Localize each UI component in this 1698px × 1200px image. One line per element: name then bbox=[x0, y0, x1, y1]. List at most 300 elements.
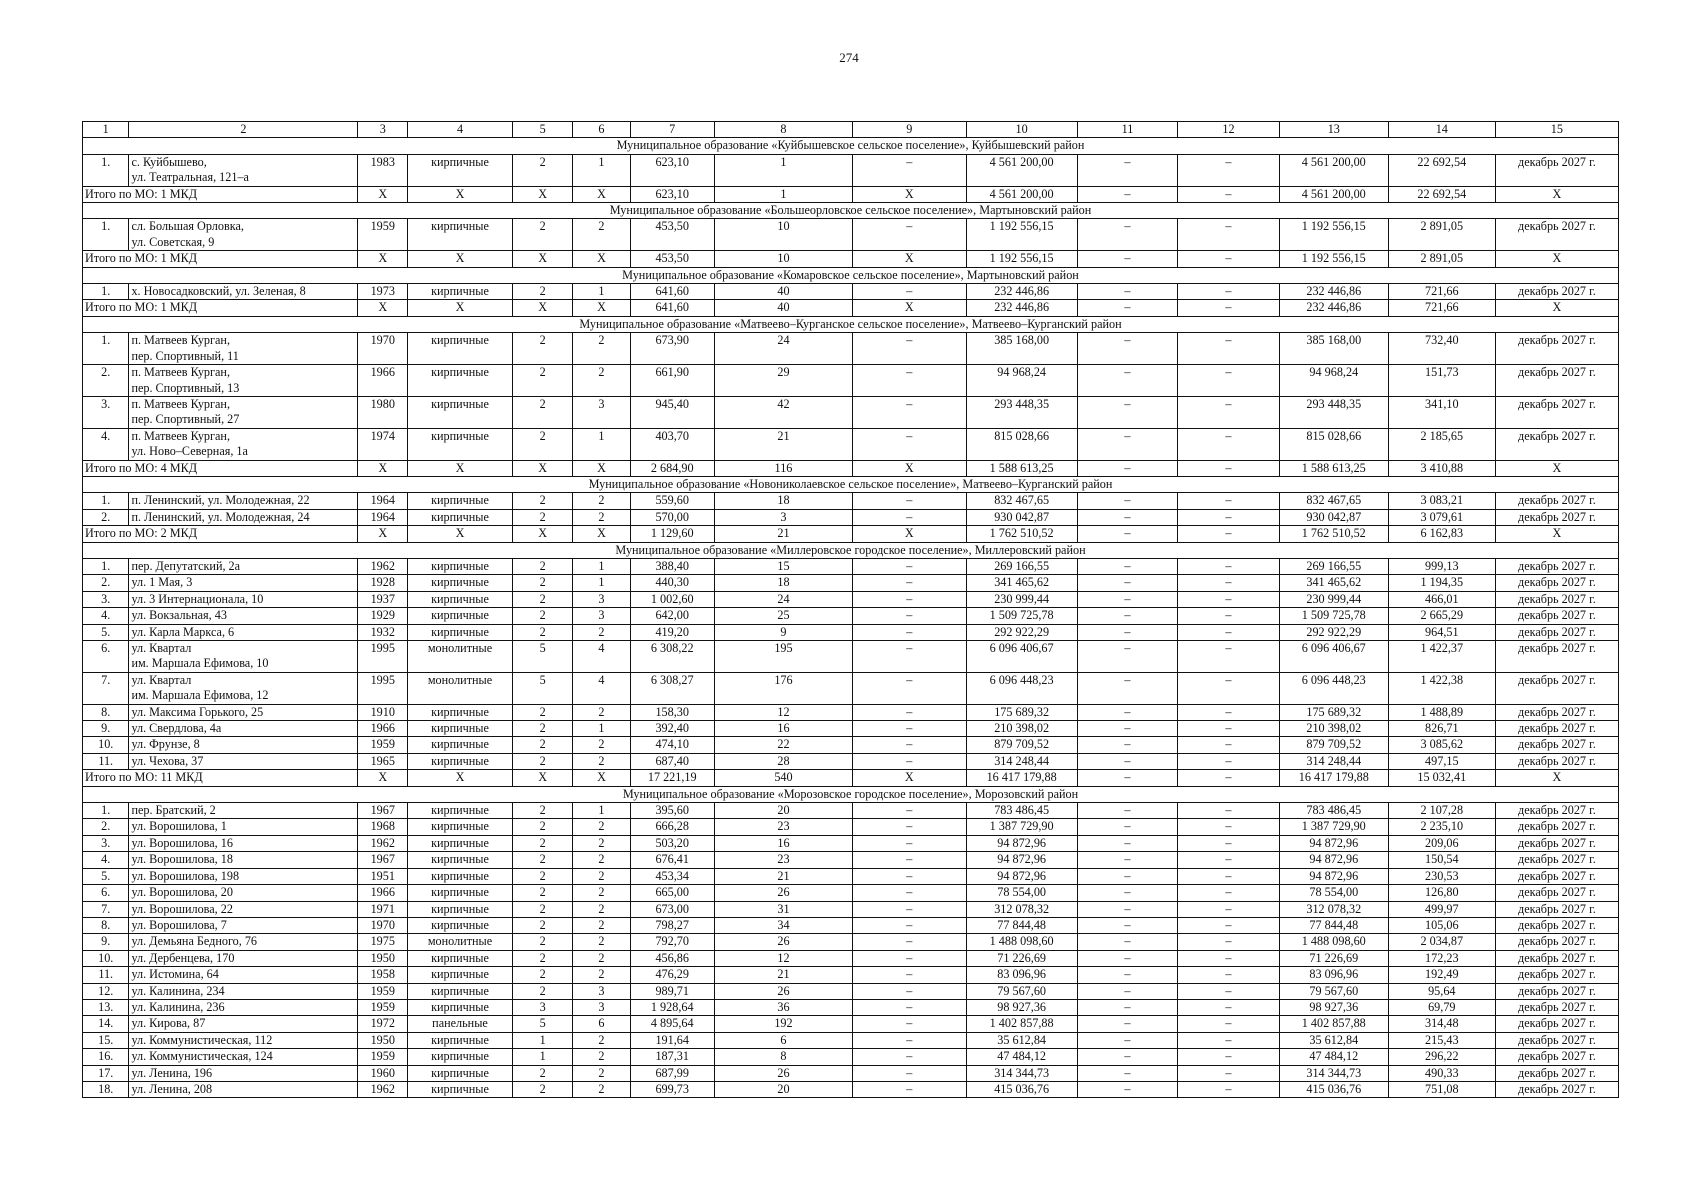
total-row bbox=[83, 770, 1619, 786]
table-cell: – bbox=[1077, 284, 1177, 300]
total-cell: X bbox=[408, 460, 513, 476]
table-cell: декабрь 2027 г. bbox=[1495, 493, 1618, 509]
table-cell: 2 bbox=[573, 1032, 630, 1048]
table-cell: кирпичные bbox=[408, 428, 513, 460]
table-cell: 232 446,86 bbox=[1279, 284, 1388, 300]
table-cell: 2 bbox=[573, 753, 630, 769]
table-cell: 230,53 bbox=[1388, 868, 1495, 884]
address-cell: ул. Вокзальная, 43 bbox=[129, 608, 358, 624]
table-cell: 292 922,29 bbox=[1279, 624, 1388, 640]
table-cell: кирпичные bbox=[408, 575, 513, 591]
table-cell: 832 467,65 bbox=[1279, 493, 1388, 509]
table-row bbox=[83, 284, 1619, 300]
table-cell: 7. bbox=[83, 901, 129, 917]
column-header: 12 bbox=[1178, 122, 1280, 138]
table-body bbox=[83, 122, 1619, 1098]
table-cell: 2 bbox=[512, 704, 572, 720]
table-cell: декабрь 2027 г. bbox=[1495, 672, 1618, 704]
table-cell: 292 922,29 bbox=[966, 624, 1077, 640]
table-cell: – bbox=[853, 983, 966, 999]
table-cell: 2 bbox=[573, 819, 630, 835]
table-cell: 172,23 bbox=[1388, 950, 1495, 966]
address-cell: сл. Большая Орловка, ул. Советская, 9 bbox=[129, 219, 358, 251]
table-cell: 1962 bbox=[358, 1081, 408, 1097]
total-cell: 1 bbox=[714, 186, 852, 202]
table-row bbox=[83, 219, 1619, 251]
table-cell: 10. bbox=[83, 950, 129, 966]
table-cell: – bbox=[1178, 509, 1280, 525]
table-cell: декабрь 2027 г. bbox=[1495, 154, 1618, 186]
table-cell: декабрь 2027 г. bbox=[1495, 901, 1618, 917]
table-row bbox=[83, 901, 1619, 917]
total-cell: – bbox=[1178, 526, 1280, 542]
table-cell: 1965 bbox=[358, 753, 408, 769]
table-cell: декабрь 2027 г. bbox=[1495, 558, 1618, 574]
table-cell: декабрь 2027 г. bbox=[1495, 365, 1618, 397]
table-cell: кирпичные bbox=[408, 284, 513, 300]
table-cell: 1973 bbox=[358, 284, 408, 300]
table-cell: 94 872,96 bbox=[1279, 852, 1388, 868]
table-cell: 699,73 bbox=[630, 1081, 714, 1097]
table-cell: 6. bbox=[83, 885, 129, 901]
table-cell: 1950 bbox=[358, 950, 408, 966]
total-cell: 721,66 bbox=[1388, 300, 1495, 316]
table-cell: – bbox=[853, 901, 966, 917]
table-cell: 1970 bbox=[358, 333, 408, 365]
column-header: 15 bbox=[1495, 122, 1618, 138]
table-cell: – bbox=[853, 999, 966, 1015]
table-cell: 440,30 bbox=[630, 575, 714, 591]
table-cell: 9. bbox=[83, 934, 129, 950]
table-cell: 2 bbox=[573, 219, 630, 251]
address-cell: ул. Фрунзе, 8 bbox=[129, 737, 358, 753]
total-cell: X bbox=[1495, 770, 1618, 786]
total-cell: X bbox=[1495, 526, 1618, 542]
table-cell: – bbox=[853, 558, 966, 574]
total-cell: 1 762 510,52 bbox=[966, 526, 1077, 542]
table-cell: 26 bbox=[714, 885, 852, 901]
table-cell: 9 bbox=[714, 624, 852, 640]
address-cell: ул. Квартал им. Маршала Ефимова, 10 bbox=[129, 641, 358, 673]
table-cell: 1 509 725,78 bbox=[966, 608, 1077, 624]
table-cell: – bbox=[853, 1081, 966, 1097]
table-cell: 2 bbox=[512, 737, 572, 753]
section-row bbox=[83, 786, 1619, 802]
table-cell: – bbox=[1077, 608, 1177, 624]
table-cell: 341 465,62 bbox=[1279, 575, 1388, 591]
table-cell: 34 bbox=[714, 917, 852, 933]
address-cell: с. Куйбышево, ул. Театральная, 121–а bbox=[129, 154, 358, 186]
table-cell: кирпичные bbox=[408, 1049, 513, 1065]
total-row bbox=[83, 186, 1619, 202]
table-cell: 35 612,84 bbox=[966, 1032, 1077, 1048]
table-cell: кирпичные bbox=[408, 852, 513, 868]
table-cell: – bbox=[1077, 558, 1177, 574]
table-row bbox=[83, 917, 1619, 933]
table-cell: 21 bbox=[714, 967, 852, 983]
table-cell: 77 844,48 bbox=[1279, 917, 1388, 933]
table-cell: 1. bbox=[83, 284, 129, 300]
table-cell: 415 036,76 bbox=[1279, 1081, 1388, 1097]
table-cell: 158,30 bbox=[630, 704, 714, 720]
total-cell: 17 221,19 bbox=[630, 770, 714, 786]
table-cell: 1 bbox=[714, 154, 852, 186]
table-cell: 687,99 bbox=[630, 1065, 714, 1081]
table-cell: 1932 bbox=[358, 624, 408, 640]
table-cell: 2 bbox=[573, 852, 630, 868]
total-cell: 15 032,41 bbox=[1388, 770, 1495, 786]
table-cell: – bbox=[1178, 704, 1280, 720]
table-cell: – bbox=[853, 365, 966, 397]
table-cell: декабрь 2027 г. bbox=[1495, 624, 1618, 640]
table-cell: декабрь 2027 г. bbox=[1495, 575, 1618, 591]
table-cell: декабрь 2027 г. bbox=[1495, 721, 1618, 737]
total-cell: 453,50 bbox=[630, 251, 714, 267]
table-cell: 69,79 bbox=[1388, 999, 1495, 1015]
table-cell: – bbox=[1178, 641, 1280, 673]
total-cell: 10 bbox=[714, 251, 852, 267]
total-cell: 6 162,83 bbox=[1388, 526, 1495, 542]
table-row bbox=[83, 753, 1619, 769]
table-cell: – bbox=[853, 509, 966, 525]
table-cell: 2 bbox=[573, 1049, 630, 1065]
total-cell: 232 446,86 bbox=[1279, 300, 1388, 316]
table-cell: 2. bbox=[83, 509, 129, 525]
table-cell: 12. bbox=[83, 983, 129, 999]
table-cell: 2 bbox=[512, 967, 572, 983]
table-cell: 314,48 bbox=[1388, 1016, 1495, 1032]
table-cell: 1974 bbox=[358, 428, 408, 460]
address-cell: пер. Братский, 2 bbox=[129, 803, 358, 819]
table-cell: – bbox=[1178, 967, 1280, 983]
table-cell: 15. bbox=[83, 1032, 129, 1048]
address-cell: ул. Кирова, 87 bbox=[129, 1016, 358, 1032]
column-header: 3 bbox=[358, 122, 408, 138]
table-cell: 6 096 406,67 bbox=[1279, 641, 1388, 673]
table-cell: – bbox=[1178, 284, 1280, 300]
table-cell: кирпичные bbox=[408, 1032, 513, 1048]
table-cell: 1960 bbox=[358, 1065, 408, 1081]
table-cell: 215,43 bbox=[1388, 1032, 1495, 1048]
total-cell: X bbox=[1495, 300, 1618, 316]
table-cell: 1. bbox=[83, 154, 129, 186]
table-cell: 989,71 bbox=[630, 983, 714, 999]
column-header: 11 bbox=[1077, 122, 1177, 138]
table-cell: 2 bbox=[512, 284, 572, 300]
table-row bbox=[83, 1016, 1619, 1032]
table-cell: 3 bbox=[573, 983, 630, 999]
total-cell: 21 bbox=[714, 526, 852, 542]
total-cell: 540 bbox=[714, 770, 852, 786]
total-cell: X bbox=[408, 526, 513, 542]
table-cell: 2 bbox=[512, 803, 572, 819]
table-row bbox=[83, 1049, 1619, 1065]
table-cell: 2 bbox=[512, 901, 572, 917]
column-header: 9 bbox=[853, 122, 966, 138]
total-row bbox=[83, 526, 1619, 542]
table-cell: – bbox=[1178, 901, 1280, 917]
table-cell: 77 844,48 bbox=[966, 917, 1077, 933]
table-cell: 20 bbox=[714, 803, 852, 819]
table-cell: 175 689,32 bbox=[1279, 704, 1388, 720]
table-cell: – bbox=[1077, 934, 1177, 950]
table-row bbox=[83, 1081, 1619, 1097]
table-cell: кирпичные bbox=[408, 219, 513, 251]
table-cell: 661,90 bbox=[630, 365, 714, 397]
table-row bbox=[83, 721, 1619, 737]
table-cell: – bbox=[1178, 983, 1280, 999]
table-cell: 1972 bbox=[358, 1016, 408, 1032]
table-cell: – bbox=[1178, 819, 1280, 835]
table-cell: 2 665,29 bbox=[1388, 608, 1495, 624]
table-cell: – bbox=[1178, 591, 1280, 607]
table-cell: декабрь 2027 г. bbox=[1495, 917, 1618, 933]
table-cell: 3 bbox=[573, 396, 630, 428]
table-cell: 930 042,87 bbox=[1279, 509, 1388, 525]
table-cell: 8 bbox=[714, 1049, 852, 1065]
total-cell: 2 684,90 bbox=[630, 460, 714, 476]
table-cell: кирпичные bbox=[408, 1081, 513, 1097]
table-cell: – bbox=[1077, 1065, 1177, 1081]
table-cell: кирпичные bbox=[408, 558, 513, 574]
total-cell: – bbox=[1178, 251, 1280, 267]
table-cell: 47 484,12 bbox=[1279, 1049, 1388, 1065]
table-cell: – bbox=[1077, 917, 1177, 933]
total-cell: X bbox=[573, 186, 630, 202]
table-cell: 314 248,44 bbox=[1279, 753, 1388, 769]
table-cell: – bbox=[1077, 493, 1177, 509]
table-cell: – bbox=[1077, 1032, 1177, 1048]
table-cell: – bbox=[1077, 737, 1177, 753]
column-header: 13 bbox=[1279, 122, 1388, 138]
table-cell: 2 bbox=[573, 737, 630, 753]
total-cell: 22 692,54 bbox=[1388, 186, 1495, 202]
table-cell: кирпичные bbox=[408, 704, 513, 720]
table-row bbox=[83, 983, 1619, 999]
table-cell: – bbox=[1077, 999, 1177, 1015]
table-cell: 1970 bbox=[358, 917, 408, 933]
total-cell: 232 446,86 bbox=[966, 300, 1077, 316]
table-cell: 1959 bbox=[358, 219, 408, 251]
table-cell: – bbox=[1178, 396, 1280, 428]
table-cell: 1. bbox=[83, 803, 129, 819]
table-cell: декабрь 2027 г. bbox=[1495, 950, 1618, 966]
table-cell: – bbox=[1178, 428, 1280, 460]
table-cell: 71 226,69 bbox=[1279, 950, 1388, 966]
table-cell: 2 bbox=[573, 333, 630, 365]
table-cell: – bbox=[853, 753, 966, 769]
table-cell: 22 bbox=[714, 737, 852, 753]
table-cell: 792,70 bbox=[630, 934, 714, 950]
table-cell: 11. bbox=[83, 753, 129, 769]
table-cell: 1928 bbox=[358, 575, 408, 591]
table-cell: 2 185,65 bbox=[1388, 428, 1495, 460]
table-cell: кирпичные bbox=[408, 154, 513, 186]
total-cell: 1 588 613,25 bbox=[1279, 460, 1388, 476]
table-cell: кирпичные bbox=[408, 753, 513, 769]
table-cell: – bbox=[1178, 493, 1280, 509]
address-cell: ул. Чехова, 37 bbox=[129, 753, 358, 769]
table-cell: 341 465,62 bbox=[966, 575, 1077, 591]
total-label: Итого по МО: 1 МКД bbox=[83, 251, 358, 267]
total-cell: X bbox=[408, 300, 513, 316]
table-cell: 2 bbox=[573, 704, 630, 720]
table-cell: 18. bbox=[83, 1081, 129, 1097]
total-cell: – bbox=[1178, 460, 1280, 476]
table-cell: 195 bbox=[714, 641, 852, 673]
total-cell: X bbox=[512, 300, 572, 316]
table-cell: 1 509 725,78 bbox=[1279, 608, 1388, 624]
address-cell: ул. Ворошилова, 22 bbox=[129, 901, 358, 917]
column-header: 10 bbox=[966, 122, 1077, 138]
table-cell: – bbox=[1077, 333, 1177, 365]
table-cell: декабрь 2027 г. bbox=[1495, 819, 1618, 835]
total-cell: X bbox=[853, 251, 966, 267]
table-cell: 5 bbox=[512, 641, 572, 673]
total-cell: 1 192 556,15 bbox=[966, 251, 1077, 267]
table-cell: 2 bbox=[573, 493, 630, 509]
total-cell: X bbox=[358, 300, 408, 316]
table-cell: 2 bbox=[512, 868, 572, 884]
table-cell: 3. bbox=[83, 835, 129, 851]
table-cell: 2 891,05 bbox=[1388, 219, 1495, 251]
total-cell: X bbox=[408, 251, 513, 267]
table-cell: монолитные bbox=[408, 672, 513, 704]
table-cell: – bbox=[1178, 835, 1280, 851]
table-cell: – bbox=[853, 1016, 966, 1032]
table-row bbox=[83, 428, 1619, 460]
table-cell: 1 bbox=[512, 1032, 572, 1048]
table-cell: 2 bbox=[573, 950, 630, 966]
table-cell: – bbox=[1077, 983, 1177, 999]
table-cell: – bbox=[1077, 396, 1177, 428]
table-cell: кирпичные bbox=[408, 396, 513, 428]
total-cell: 2 891,05 bbox=[1388, 251, 1495, 267]
total-cell: X bbox=[573, 526, 630, 542]
total-cell: 40 bbox=[714, 300, 852, 316]
total-cell: 1 129,60 bbox=[630, 526, 714, 542]
table-cell: 2 bbox=[573, 868, 630, 884]
table-cell: – bbox=[1178, 1049, 1280, 1065]
address-cell: п. Матвеев Курган, ул. Ново–Северная, 1а bbox=[129, 428, 358, 460]
table-cell: – bbox=[1178, 868, 1280, 884]
total-cell: X bbox=[358, 186, 408, 202]
table-row bbox=[83, 934, 1619, 950]
table-cell: 176 bbox=[714, 672, 852, 704]
table-cell: кирпичные bbox=[408, 624, 513, 640]
address-cell: ул. Квартал им. Маршала Ефимова, 12 bbox=[129, 672, 358, 704]
table-cell: – bbox=[853, 608, 966, 624]
table-cell: – bbox=[1178, 672, 1280, 704]
total-cell: 1 762 510,52 bbox=[1279, 526, 1388, 542]
table-cell: 1 bbox=[512, 1049, 572, 1065]
table-cell: 1910 bbox=[358, 704, 408, 720]
table-cell: 1966 bbox=[358, 365, 408, 397]
table-cell: – bbox=[853, 1065, 966, 1081]
table-cell: 1 192 556,15 bbox=[966, 219, 1077, 251]
table-cell: кирпичные bbox=[408, 819, 513, 835]
table-row bbox=[83, 967, 1619, 983]
total-cell: 16 417 179,88 bbox=[1279, 770, 1388, 786]
table-cell: кирпичные bbox=[408, 493, 513, 509]
total-cell: X bbox=[1495, 251, 1618, 267]
table-cell: 1968 bbox=[358, 819, 408, 835]
table-cell: 4. bbox=[83, 608, 129, 624]
table-cell: 1980 bbox=[358, 396, 408, 428]
table-cell: кирпичные bbox=[408, 950, 513, 966]
table-cell: – bbox=[853, 934, 966, 950]
table-cell: 1. bbox=[83, 219, 129, 251]
total-cell: – bbox=[1077, 186, 1177, 202]
table-cell: 28 bbox=[714, 753, 852, 769]
table-cell: 11. bbox=[83, 967, 129, 983]
table-cell: кирпичные bbox=[408, 365, 513, 397]
table-cell: – bbox=[1178, 917, 1280, 933]
table-cell: 2 bbox=[512, 917, 572, 933]
table-cell: – bbox=[853, 1049, 966, 1065]
table-cell: – bbox=[1077, 591, 1177, 607]
table-cell: 5. bbox=[83, 624, 129, 640]
table-cell: декабрь 2027 г. bbox=[1495, 983, 1618, 999]
table-cell: 392,40 bbox=[630, 721, 714, 737]
table-cell: декабрь 2027 г. bbox=[1495, 835, 1618, 851]
table-cell: – bbox=[1077, 901, 1177, 917]
table-cell: 2 bbox=[512, 1081, 572, 1097]
column-header: 2 bbox=[129, 122, 358, 138]
table-cell: – bbox=[1178, 753, 1280, 769]
table-cell: – bbox=[853, 852, 966, 868]
table-cell: 676,41 bbox=[630, 852, 714, 868]
table-cell: – bbox=[1077, 509, 1177, 525]
table-cell: – bbox=[853, 704, 966, 720]
table-cell: 10. bbox=[83, 737, 129, 753]
table-cell: декабрь 2027 г. bbox=[1495, 885, 1618, 901]
address-cell: ул. Ленина, 196 bbox=[129, 1065, 358, 1081]
address-cell: ул. Ворошилова, 16 bbox=[129, 835, 358, 851]
table-cell: 1958 bbox=[358, 967, 408, 983]
table-cell: 490,33 bbox=[1388, 1065, 1495, 1081]
table-row bbox=[83, 868, 1619, 884]
table-cell: 1 422,38 bbox=[1388, 672, 1495, 704]
total-cell: – bbox=[1077, 251, 1177, 267]
table-cell: декабрь 2027 г. bbox=[1495, 428, 1618, 460]
total-cell: X bbox=[358, 526, 408, 542]
table-cell: декабрь 2027 г. bbox=[1495, 219, 1618, 251]
table-cell: 2 bbox=[512, 575, 572, 591]
total-label: Итого по МО: 1 МКД bbox=[83, 186, 358, 202]
table-cell: 1 bbox=[573, 284, 630, 300]
table-cell: – bbox=[853, 917, 966, 933]
table-cell: – bbox=[1077, 885, 1177, 901]
total-cell: X bbox=[573, 251, 630, 267]
table-cell: 1937 bbox=[358, 591, 408, 607]
table-cell: 4. bbox=[83, 428, 129, 460]
table-cell: – bbox=[1178, 803, 1280, 819]
table-cell: 2 bbox=[512, 753, 572, 769]
table-cell: 16 bbox=[714, 721, 852, 737]
table-cell: 879 709,52 bbox=[966, 737, 1077, 753]
table-cell: – bbox=[1178, 737, 1280, 753]
table-cell: 94 968,24 bbox=[1279, 365, 1388, 397]
total-cell: X bbox=[358, 770, 408, 786]
table-cell: 1 bbox=[573, 428, 630, 460]
table-cell: – bbox=[853, 967, 966, 983]
table-cell: – bbox=[1077, 753, 1177, 769]
address-cell: х. Новосадковский, ул. Зеленая, 8 bbox=[129, 284, 358, 300]
table-cell: 385 168,00 bbox=[966, 333, 1077, 365]
address-cell: ул. Ворошилова, 20 bbox=[129, 885, 358, 901]
table-cell: 192,49 bbox=[1388, 967, 1495, 983]
